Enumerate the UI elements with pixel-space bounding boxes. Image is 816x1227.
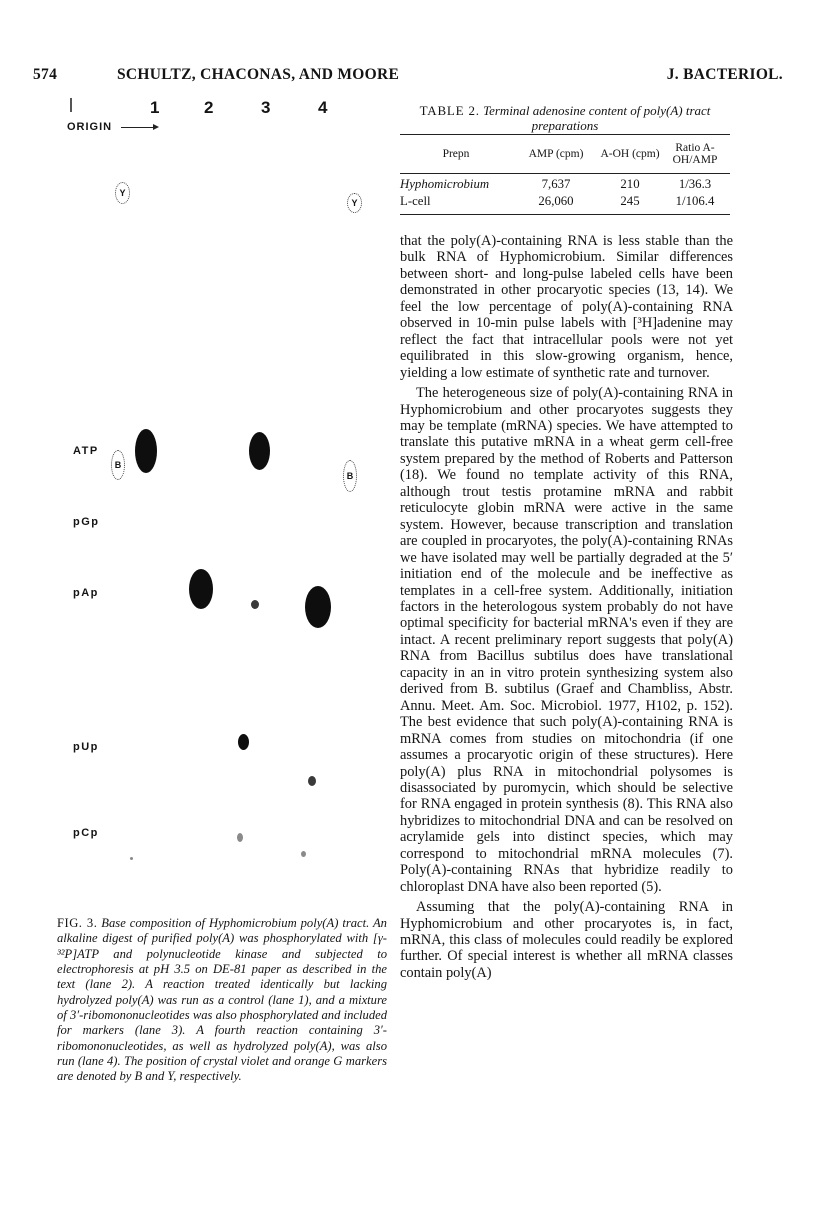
table-cell: 26,060 <box>538 194 574 208</box>
table-title <box>400 103 730 133</box>
table-header-row <box>400 135 730 173</box>
pup-spot-lane-3 <box>238 734 249 750</box>
crystal-violet-marker: B <box>343 460 357 492</box>
body-paragraph: The heterogeneous size of poly(A)-containing RNA in Hyphomicrobium and other procaryotes suggests they may be template (mRNA) species. We have attempted to translate this putative mRNA in a wheat germ cell-free system prepared by the method of Roberts and Patterson (18). We found no template activity of this RNA, although trout testis protamine mRNA and rabbit reticulocyte globin mRNA were active in the same system. However, because transcription and translation are coupled in procaryotes, the poly(A)-containing RNAs we have isolated may well be partially degraded at the 5′ initiation end of the molecule and be ineffective as templates in a cell-free system. Additionally, initiation factors in the heterologous system probably do not have optimal specificity for bacterial mRNA's even if they are intact. A recent preliminary report suggests that poly(A) RNA from Bacillus subtilus does have translational capacity in an in vitro protein synthesizing system also derived from B. subtilus (Graef and Chambliss, Abstr. Annu. Meet. Am. Soc. Microbiol. 1977, H102, p. 152). The best evidence that such poly(A)-containing RNA is mRNA comes from studies on mitochondria (if one assumes a procaryotic origin of these structures). Here poly(A) plus RNA in mitochondrial polysomes is disassociated by puromycin, which should be selective for RNA engaged in protein synthesis (8). This RNA also hybridizes to mitochondrial DNA and can be resolved on acrylamide gels into distinct species, which may correspond to mitochondrial mRNA molecules (7). Poly(A)-containing RNAs that hybridize readily to chloroplast DNA have also been reported (5). <box>400 385 733 895</box>
pap-spot-lane-3 <box>251 600 259 609</box>
data-table <box>400 134 730 215</box>
lane-label: 4 <box>318 98 328 117</box>
table-rule <box>400 214 730 215</box>
nucleotide-label: pUp <box>73 741 99 753</box>
caption-text: Base composition of Hyphomicrobium poly(A) tract. An alkaline digest of purified poly(A) was phosphorylated with [γ-³²P]ATP and polynucleotide kinase and subjected to electrophoresis at pH 3.5 on DE-81 paper as described in the text (lane 2). A reaction treated identically but lacking hydrolyzed poly(A) was run as a control (lane 1), and a mixture of 3′-ribomononucleotides was also phosphorylated and included for markers (lane 3). A fourth reaction containing 3′-ribomononucleotides, as well as hydrolyzed poly(A), was also run (lane 4). The position of crystal violet and orange G markers are denoted by B and Y, respectively. <box>57 916 387 1084</box>
pcp-spot-lane-4 <box>301 851 306 857</box>
table-cell: Hyphomicrobium <box>400 177 490 191</box>
table-label: TABLE 2. <box>419 103 480 118</box>
column-header: A-OH (cpm) <box>600 148 660 160</box>
column-header: AMP (cpm) <box>528 148 584 160</box>
nucleotide-label: pGp <box>73 516 100 528</box>
pcp-spot-lane-3 <box>237 833 243 842</box>
column-header: Prepn <box>442 148 470 160</box>
column-header: Ratio A-OH/AMP <box>672 142 718 166</box>
table-row <box>400 193 730 210</box>
lane-label: 1 <box>150 98 160 117</box>
pup-spot-lane-4 <box>308 776 316 786</box>
body-paragraph: that the poly(A)-containing RNA is less stable than the bulk RNA of Hyphomicrobium. Similar differences between short- and long-pulse labeled cells have been demonstrated in other procaryotic species (13, 14). We feel the low percentage of poly(A)-containing RNA observed in 10-min pulse labels with [³H]adenine may reflect the fact that intracellular pools were not yet equilibrated in this slow-growing organism, hence, yielding a low estimate of synthetic rate and turnover. <box>400 233 733 381</box>
atp-spot-lane-1 <box>135 429 157 473</box>
table-cell: 1/36.3 <box>678 177 712 191</box>
nucleotide-label: pAp <box>73 587 99 599</box>
journal-name: J. BACTERIOL. <box>666 66 783 83</box>
atp-spot-lane-3 <box>249 432 270 470</box>
author-line: SCHULTZ, CHACONAS, AND MOORE <box>117 66 400 83</box>
table-caption: Terminal adenosine content of poly(A) tract preparations <box>483 103 711 133</box>
table-cell: 1/106.4 <box>675 194 715 208</box>
crystal-violet-marker: B <box>111 450 125 480</box>
origin-tick <box>70 98 72 112</box>
body-paragraph: Assuming that the poly(A)-containing RNA in Hyphomicrobium and other procaryotes is, in fact, mRNA, this class of molecules could readily be explored further. Of special interest is whether all mRNA classes contain poly(A) <box>400 899 733 981</box>
table-cell: 7,637 <box>541 177 571 191</box>
orange-g-marker: Y <box>347 193 362 213</box>
page-number: 574 <box>33 66 58 83</box>
table-cell: 245 <box>620 194 640 208</box>
orange-g-marker: Y <box>115 182 130 204</box>
figure-caption <box>57 916 387 1085</box>
pap-spot-lane-2 <box>189 569 213 609</box>
origin-arrow <box>121 127 157 128</box>
nucleotide-label: ATP <box>73 445 99 457</box>
pcp-spot-lane-1 <box>130 857 133 860</box>
body-text-column <box>400 233 733 981</box>
table-cell: L-cell <box>400 194 431 208</box>
electrophoresis-figure <box>55 92 375 892</box>
pap-spot-lane-4 <box>305 586 331 628</box>
origin-label: ORIGIN <box>67 121 113 133</box>
table-cell: 210 <box>620 177 640 191</box>
lane-label: 3 <box>261 98 271 117</box>
nucleotide-label: pCp <box>73 827 99 839</box>
figure-label: FIG. 3. <box>57 916 98 930</box>
table-row <box>400 176 730 193</box>
lane-label: 2 <box>204 98 214 117</box>
